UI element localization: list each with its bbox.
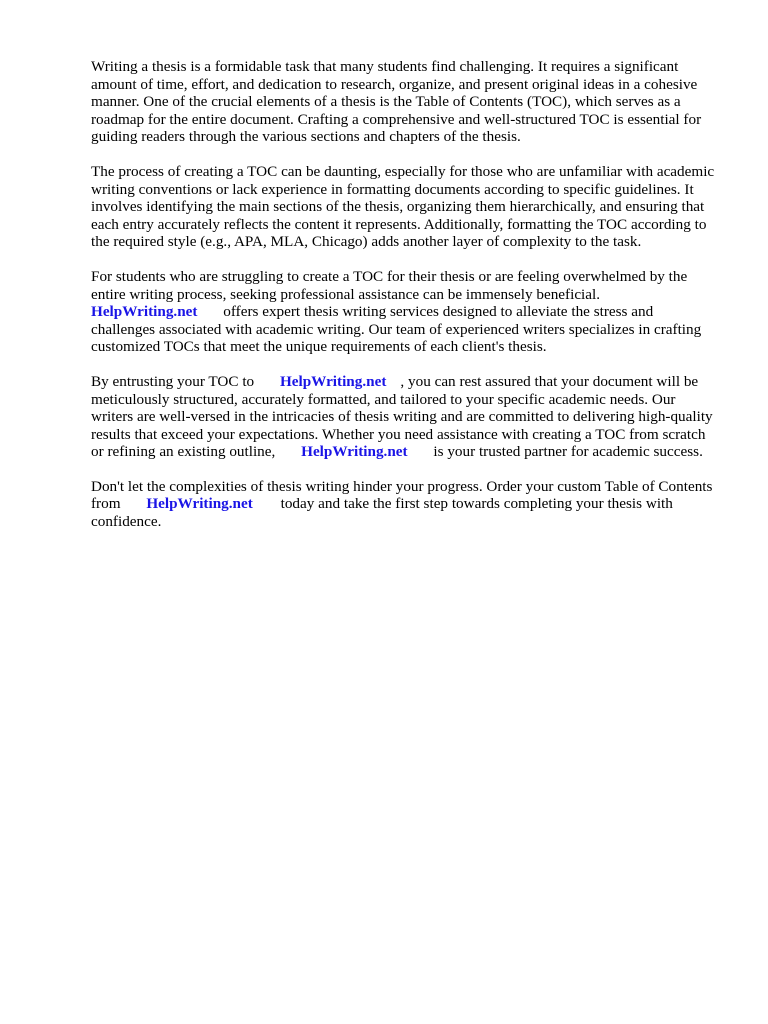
paragraph-entrusting [91, 373, 721, 461]
paragraph-assistance [91, 268, 721, 356]
paragraph-toc-process-text: The process of creating a TOC can be daunting, especially for those who are unfamiliar with academic writing conventions or lack experience in formatting documents according to specific guidelines. It involves identifying the main sections of the thesis, organizing them hierarchically, and ensuring that each entry accurately reflects the content it represents. Additionally, formatting the TOC according to the required style (e.g., APA, MLA, Chicago) adds another layer of complexity to the task. [91, 162, 715, 251]
paragraph-entrusting-text-middle: , you can rest assured that your document will be meticulously structured, accurately formatted, and tailored to your specific academic needs. Our writers are well-versed in the intricacies of thesis writing and are committed to delivering high-quality results that exceed your expectations. Whether you need assistance with creating a TOC from scratch or refining an existing outline, [91, 372, 713, 461]
paragraph-intro [91, 58, 721, 146]
paragraph-entrusting-text-start: By entrusting your TOC to [91, 372, 255, 390]
paragraph-assistance-text-start: For students who are struggling to create a TOC for their thesis or are feeling overwhelmed by the entire writing process, seeking professional assistance can be immensely beneficial. [91, 267, 688, 303]
helpwriting-link[interactable]: HelpWriting.net [146, 495, 253, 513]
helpwriting-link[interactable]: HelpWriting.net [91, 303, 198, 321]
helpwriting-link[interactable]: HelpWriting.net [301, 443, 408, 461]
paragraph-assistance-text-end: offers expert thesis writing services designed to alleviate the stress and challenges associated with academic writing. Our team of experienced writers specializes in crafting customized TOCs that meet the unique requirements of each client's thesis. [91, 303, 702, 356]
paragraph-call-to-action-text-start: Don't let the complexities of thesis writing hinder your progress. Order your custom Table of Contents from [91, 477, 713, 513]
paragraph-toc-process [91, 163, 721, 251]
paragraph-call-to-action-text-end: today and take the first step towards completing your thesis with confidence. [91, 495, 673, 531]
helpwriting-link[interactable]: HelpWriting.net [279, 372, 387, 390]
document-body [91, 58, 721, 548]
paragraph-intro-text: Writing a thesis is a formidable task that many students find challenging. It requires a significant amount of time, effort, and dedication to research, organize, and present original ideas in a cohesive manner. One of the crucial elements of a thesis is the Table of Contents (TOC), which serves as a roadmap for the entire document. Crafting a comprehensive and well-structured TOC is essential for guiding readers through the various sections and chapters of the thesis. [91, 58, 702, 146]
paragraph-call-to-action [91, 478, 721, 531]
paragraph-entrusting-text-end: is your trusted partner for academic success. [433, 443, 703, 461]
